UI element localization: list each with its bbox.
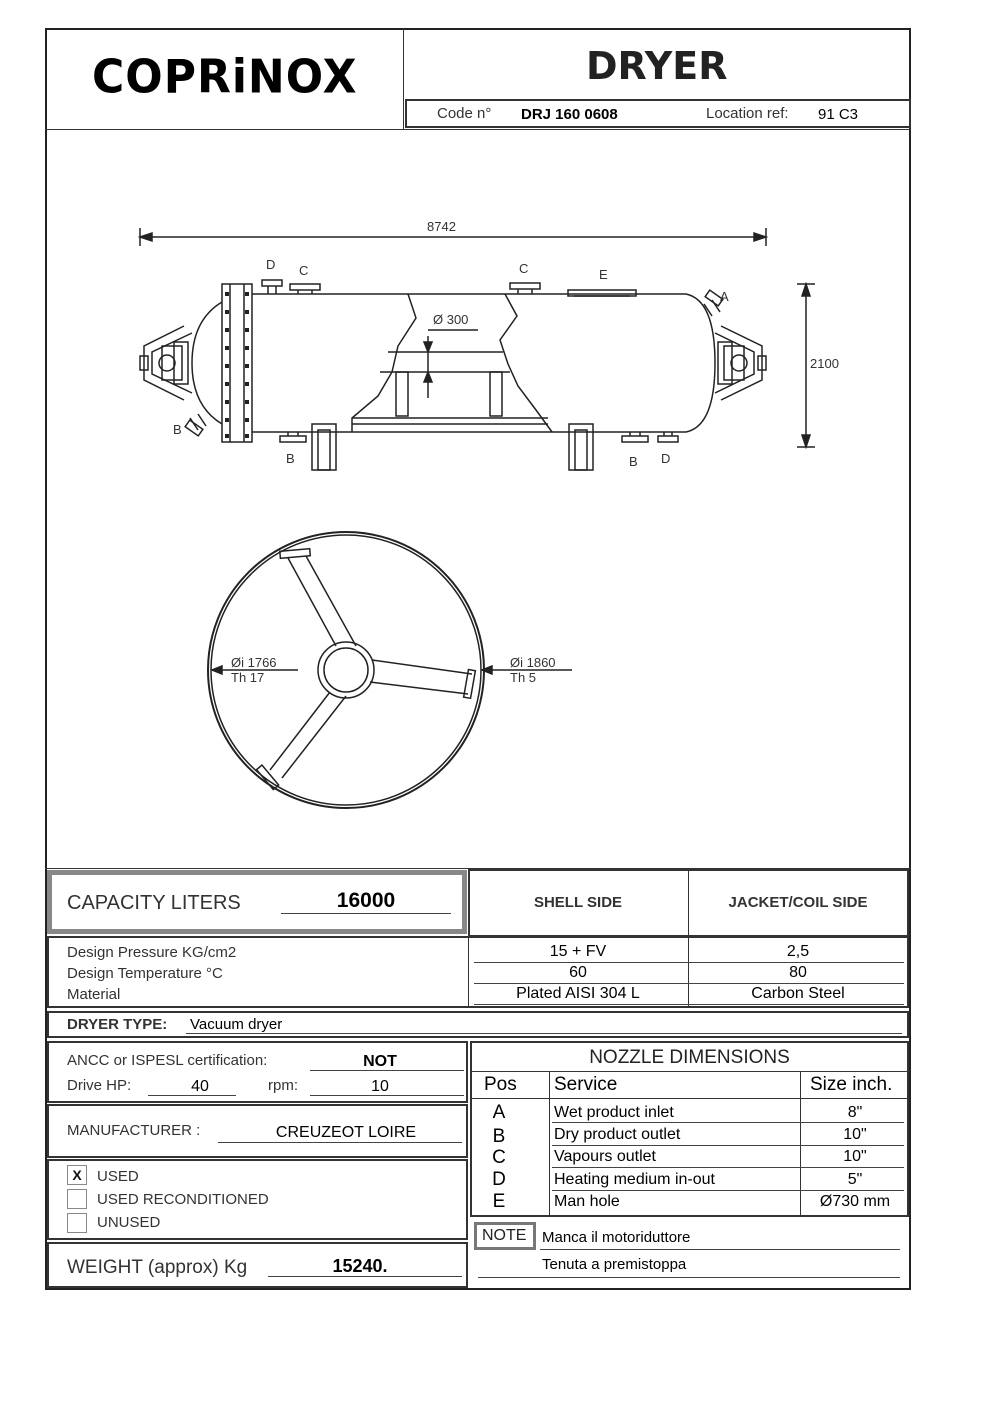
nozzle-row-service: Vapours outlet bbox=[554, 1148, 656, 1165]
nozzle-row-line-1 bbox=[552, 1122, 904, 1123]
manufacturer-value: CREUZEOT LOIRE bbox=[275, 1124, 417, 1141]
nozzle-label-d-top: D bbox=[266, 257, 276, 272]
nozzle-label-c-right: C bbox=[519, 261, 529, 276]
code-value: DRJ 160 0608 bbox=[521, 106, 618, 123]
nozzle-label-c-left: C bbox=[299, 263, 309, 278]
reconditioned-checkbox[interactable] bbox=[67, 1189, 87, 1209]
capacity-label: CAPACITY LITERS bbox=[67, 892, 241, 914]
length-dimension: 8742 bbox=[427, 219, 456, 234]
shell-side-header: SHELL SIDE bbox=[533, 894, 623, 911]
capacity-value: 16000 bbox=[336, 889, 396, 912]
height-dimension: 2100 bbox=[810, 356, 839, 371]
design-divider bbox=[468, 936, 469, 1008]
inner-diameter-label: Øi 1766 bbox=[231, 655, 277, 670]
nozzle-header-line bbox=[470, 1098, 909, 1099]
nozzle-col-divider-1 bbox=[549, 1071, 550, 1217]
nozzle-row-pos: C bbox=[492, 1147, 506, 1168]
nozzle-row-line-3 bbox=[552, 1167, 904, 1168]
rpm-value: 10 bbox=[371, 1078, 389, 1095]
drive-hp-value: 40 bbox=[191, 1078, 209, 1095]
left-saddle bbox=[312, 424, 336, 470]
page-title: DRYER bbox=[586, 44, 728, 88]
unused-checkbox[interactable] bbox=[67, 1213, 87, 1233]
nozzle-label-a: A bbox=[720, 289, 729, 304]
agitator-arm-top bbox=[288, 556, 356, 646]
design-pressure-label: Design Pressure KG/cm2 bbox=[67, 944, 237, 961]
nozzle-row-size: 5" bbox=[847, 1171, 863, 1188]
company-logo: COPRiNOX bbox=[92, 50, 358, 105]
nozzle-label-d-bottom: D bbox=[661, 451, 671, 466]
jacket-pressure: 2,5 bbox=[786, 943, 810, 960]
nozzle-row-pos: B bbox=[492, 1126, 506, 1147]
nozzle-label-b-right: B bbox=[629, 454, 638, 469]
nozzle-label-e: E bbox=[599, 267, 608, 282]
inner-thickness-label: Th 17 bbox=[231, 670, 265, 685]
used-label: USED bbox=[97, 1168, 139, 1185]
note-underline-2 bbox=[478, 1277, 900, 1278]
unused-label: UNUSED bbox=[97, 1214, 161, 1231]
shaft-diameter-label: Ø 300 bbox=[433, 312, 469, 327]
nozzle-row-service: Heating medium in-out bbox=[554, 1171, 715, 1188]
nozzle-row-pos: E bbox=[492, 1191, 506, 1212]
shell-pressure: 15 + FV bbox=[549, 943, 607, 960]
nozzle-row-service: Dry product outlet bbox=[554, 1126, 681, 1143]
certification-value: NOT bbox=[363, 1053, 397, 1070]
nozzle-row-size: Ø730 mm bbox=[819, 1193, 891, 1210]
nozzle-label-b-bottom: B bbox=[286, 451, 295, 466]
flange-bolts bbox=[225, 292, 249, 438]
dryer-type-value: Vacuum dryer bbox=[190, 1016, 283, 1033]
nozzle-row-service: Man hole bbox=[554, 1193, 620, 1210]
jacket-material: Carbon Steel bbox=[751, 985, 845, 1002]
left-head bbox=[192, 302, 222, 424]
rpm-label: rpm: bbox=[268, 1077, 298, 1094]
nozzle-header-service: Service bbox=[554, 1074, 618, 1095]
nozzle-row-line-4 bbox=[552, 1190, 904, 1191]
shell-material: Plated AISI 304 L bbox=[516, 985, 640, 1002]
design-row1-line bbox=[474, 962, 904, 963]
right-saddle bbox=[569, 424, 593, 470]
dryer-type-label: DRYER TYPE: bbox=[67, 1016, 168, 1033]
dryer-type-underline bbox=[186, 1033, 902, 1034]
cutaway-right bbox=[500, 294, 552, 432]
jacket-temperature: 80 bbox=[789, 964, 807, 981]
nozzle-row-pos: A bbox=[492, 1102, 506, 1123]
vessel-shell bbox=[252, 294, 715, 432]
agitator-arm-right bbox=[370, 660, 472, 694]
outer-diameter-label: Øi 1860 bbox=[510, 655, 556, 670]
nozzle-header-pos: Pos bbox=[484, 1074, 517, 1095]
nozzle-row-size: 8" bbox=[847, 1104, 863, 1121]
note-line-2: Tenuta a premistoppa bbox=[542, 1256, 687, 1273]
manufacturer-underline bbox=[218, 1142, 462, 1143]
shell-temperature: 60 bbox=[569, 964, 587, 981]
jacket-side-header: JACKET/COIL SIDE bbox=[728, 894, 868, 911]
nozzle-row-service: Wet product inlet bbox=[554, 1104, 674, 1121]
used-checkbox[interactable]: X bbox=[67, 1165, 87, 1185]
location-value: 91 C3 bbox=[818, 106, 859, 123]
material-label: Material bbox=[67, 986, 121, 1003]
nozzle-label-b-left: B bbox=[173, 422, 182, 437]
nozzle-col-divider-2 bbox=[800, 1071, 801, 1217]
capacity-underline bbox=[281, 913, 451, 914]
nozzle-row-pos: D bbox=[492, 1169, 506, 1190]
note-underline-1 bbox=[540, 1249, 900, 1250]
central-shaft bbox=[318, 642, 374, 698]
outer-thickness-label: Th 5 bbox=[510, 670, 537, 685]
weight-value: 15240. bbox=[332, 1256, 388, 1276]
reconditioned-label: USED RECONDITIONED bbox=[97, 1191, 269, 1208]
design-row3-line bbox=[474, 1004, 904, 1005]
manufacturer-label: MANUFACTURER : bbox=[67, 1122, 201, 1139]
location-label: Location ref: bbox=[706, 105, 789, 122]
nozzle-header-size: Size inch. bbox=[810, 1074, 893, 1095]
nozzle-row-line-2 bbox=[552, 1145, 904, 1146]
certification-label: ANCC or ISPESL certification: bbox=[67, 1052, 268, 1069]
nozzle-table-title: NOZZLE DIMENSIONS bbox=[589, 1047, 790, 1068]
weight-label: WEIGHT (approx) Kg bbox=[67, 1257, 248, 1278]
cutaway-left bbox=[352, 294, 416, 432]
nozzle-row-size: 10" bbox=[843, 1126, 867, 1143]
design-row2-line bbox=[474, 983, 904, 984]
design-temperature-label: Design Temperature °C bbox=[67, 965, 223, 982]
note-line-1: Manca il motoriduttore bbox=[542, 1229, 691, 1246]
nozzle-row-size: 10" bbox=[843, 1148, 867, 1165]
code-label: Code n° bbox=[437, 105, 492, 122]
agitator-arm-bottom bbox=[270, 692, 346, 778]
note-label: NOTE bbox=[482, 1227, 527, 1244]
nozzle-title-line bbox=[470, 1071, 909, 1072]
drive-hp-label: Drive HP: bbox=[67, 1077, 132, 1094]
